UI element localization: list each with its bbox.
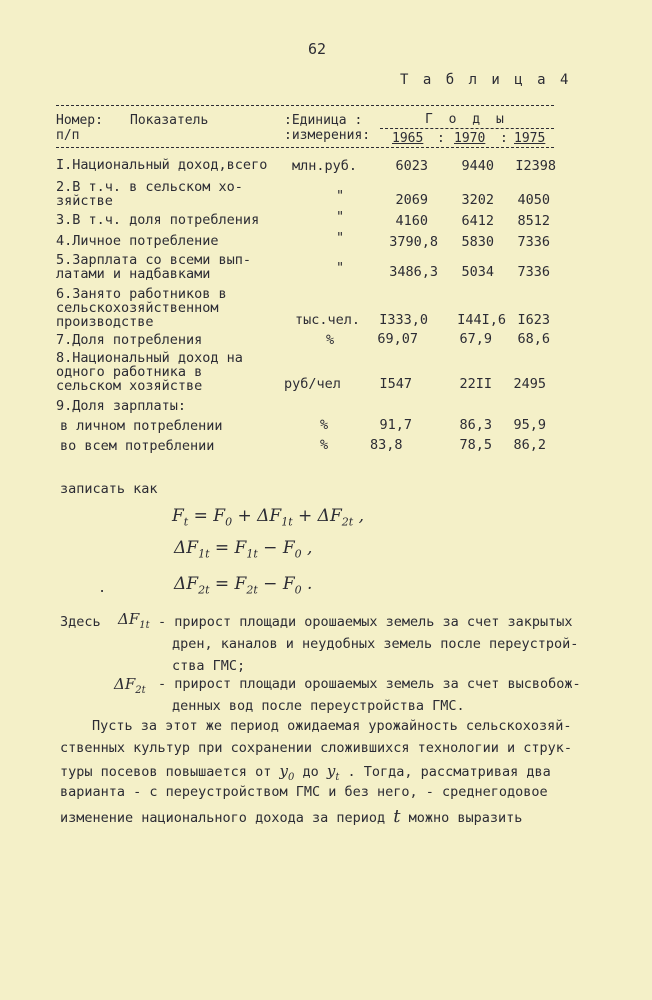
table-title: Т а б л и ц а 4 bbox=[400, 72, 572, 88]
header-years-rule bbox=[380, 128, 554, 129]
paragraph-line-5-a: изменение национального дохода за период bbox=[60, 810, 386, 826]
row-value-1965: 6023 bbox=[395, 158, 428, 174]
row-value-1975: 8512 bbox=[517, 213, 550, 229]
row-value-1965: 83,8 bbox=[370, 437, 403, 453]
paragraph-line-1: Пусть за этот же период ожидаемая урожайность сельскохозяй- bbox=[92, 718, 572, 734]
header-top-rule bbox=[56, 105, 554, 106]
header-sep-1: : bbox=[437, 131, 445, 146]
row-label: 7.Доля потребления bbox=[56, 332, 203, 348]
row-unit: " bbox=[336, 188, 345, 204]
row-label: 2.В т.ч. в сельском хо- bbox=[56, 179, 243, 195]
paragraph-line-3 bbox=[60, 762, 551, 783]
formula-dot: . bbox=[98, 580, 107, 596]
def-symbol-1-main: ΔF bbox=[118, 610, 140, 628]
def-2-line-2: денных вод после переустройства ГМС. bbox=[172, 698, 465, 714]
def-1-line-3: ства ГМС; bbox=[172, 658, 246, 674]
row-label: одного работника в bbox=[56, 364, 203, 380]
row-unit: " bbox=[336, 260, 345, 276]
row-label: в личном потреблении bbox=[60, 418, 223, 434]
paragraph-line-2: ственных культур при сохранении сложившихся технологии и струк- bbox=[60, 740, 573, 756]
symbol-yt-sub: t bbox=[335, 772, 340, 783]
row-unit: " bbox=[336, 209, 345, 225]
row-label: 8.Национальный доход на bbox=[56, 350, 243, 366]
row-label: 5.Зарплата со всеми вып- bbox=[56, 252, 252, 268]
row-value-1965: 3486,3 bbox=[389, 264, 438, 280]
row-value-1970: I44I,6 bbox=[457, 312, 506, 328]
row-value-1965: I547 bbox=[379, 376, 412, 392]
paragraph-line-5 bbox=[60, 806, 522, 827]
row-value-1965: 2069 bbox=[395, 192, 428, 208]
row-unit: тыс.чел. bbox=[295, 312, 361, 328]
defs-here: Здесь bbox=[60, 614, 101, 630]
header-col-number-sub: п/п bbox=[56, 128, 80, 143]
header-sep-2: : bbox=[500, 131, 508, 146]
symbol-y0-sub: 0 bbox=[287, 772, 295, 783]
paragraph-line-4: варианта - с переустройством ГМС и без него, - среднегодовое bbox=[60, 784, 548, 800]
row-value-1965: I333,0 bbox=[379, 312, 428, 328]
row-label: I.Национальный доход,всего bbox=[56, 157, 268, 173]
header-col-unit-1: :Единица : bbox=[284, 113, 363, 128]
symbol-y0 bbox=[279, 762, 295, 783]
row-label: производстве bbox=[56, 314, 154, 330]
row-label: 4.Личное потребление bbox=[56, 233, 219, 249]
header-col-number: Номер: bbox=[56, 113, 103, 128]
symbol-y0-main: y bbox=[279, 762, 288, 780]
def-symbol-1-sub: 1t bbox=[139, 620, 150, 631]
row-value-1970: 67,9 bbox=[459, 331, 492, 347]
header-col-unit-2: :измерения: bbox=[284, 128, 371, 143]
row-label: латами и надбавками bbox=[56, 266, 211, 282]
symbol-t: t bbox=[393, 806, 401, 827]
row-value-1970: 86,3 bbox=[459, 417, 492, 433]
row-value-1970: 5034 bbox=[461, 264, 494, 280]
row-value-1975: 95,9 bbox=[513, 417, 546, 433]
row-unit: руб/чел bbox=[284, 376, 341, 392]
row-value-1970: 3202 bbox=[461, 192, 494, 208]
def-1-line-2: дрен, каналов и неудобных земель после переустрой- bbox=[172, 636, 579, 652]
row-value-1975: 7336 bbox=[517, 234, 550, 250]
row-value-1975: I2398 bbox=[515, 158, 556, 174]
row-value-1965: 4160 bbox=[395, 213, 428, 229]
def-2-line-1: - прирост площади орошаемых земель за счет высвобож- bbox=[158, 676, 581, 692]
header-year-1965: 1965 bbox=[392, 131, 424, 146]
row-label: 6.Занято работников в bbox=[56, 286, 227, 302]
row-value-1970: 22II bbox=[459, 376, 492, 392]
formula-1: $F_t = F_0 + \Delta F_{1t} + \Delta F_{2t}$ , bbox=[172, 506, 364, 529]
row-value-1970: 9440 bbox=[461, 158, 494, 174]
row-value-1975: 2495 bbox=[513, 376, 546, 392]
row-value-1975: I623 bbox=[517, 312, 550, 328]
row-value-1975: 4050 bbox=[517, 192, 550, 208]
page-number: 62 bbox=[308, 40, 327, 58]
header-bottom-rule bbox=[56, 147, 554, 148]
header-years-title: Г о д ы bbox=[425, 112, 508, 127]
row-value-1975: 7336 bbox=[517, 264, 550, 280]
symbol-yt bbox=[326, 762, 340, 783]
def-1-line-1: - прирост площади орошаемых земель за счет закрытых bbox=[158, 614, 573, 630]
row-label: сельскохозяйственном bbox=[56, 300, 219, 316]
row-unit: % bbox=[320, 417, 329, 433]
paragraph-line-3-a: туры посевов повышается от bbox=[60, 764, 272, 780]
row-value-1970: 5830 bbox=[461, 234, 494, 250]
intro-text: записать как bbox=[60, 481, 158, 497]
row-value-1975: 86,2 bbox=[513, 437, 546, 453]
row-unit: % bbox=[320, 437, 329, 453]
symbol-yt-main: y bbox=[326, 762, 336, 780]
row-value-1965: 69,07 bbox=[377, 331, 418, 347]
header-year-1970: 1970 bbox=[454, 131, 486, 146]
row-label: 3.В т.ч. доля потребления bbox=[56, 212, 260, 228]
row-unit: % bbox=[326, 332, 335, 348]
def-symbol-2 bbox=[114, 675, 146, 696]
paragraph-line-5-b: можно выразить bbox=[408, 810, 523, 826]
row-value-1970: 6412 bbox=[461, 213, 494, 229]
row-value-1975: 68,6 bbox=[517, 331, 550, 347]
row-label: 9.Доля зарплаты: bbox=[56, 398, 187, 414]
formula-2: $\Delta F_{1t} = F_{1t} - F_0$ , bbox=[174, 538, 313, 561]
row-unit: млн.руб. bbox=[292, 158, 358, 174]
row-label: зяйстве bbox=[56, 193, 113, 209]
formula-3: $\Delta F_{2t} = F_{2t} - F_0$ . bbox=[174, 574, 313, 597]
row-label: во всем потреблении bbox=[60, 438, 215, 454]
row-unit: " bbox=[336, 230, 345, 246]
def-symbol-2-main: ΔF bbox=[114, 675, 136, 693]
header-col-indicator: Показатель bbox=[130, 113, 209, 128]
header-year-1975: 1975 bbox=[514, 131, 546, 146]
paragraph-line-3-b: до bbox=[302, 764, 319, 780]
row-label: сельском хозяйстве bbox=[56, 378, 203, 394]
paragraph-line-3-c: . Тогда, рассматривая два bbox=[347, 764, 551, 780]
def-symbol-1 bbox=[118, 610, 150, 631]
row-value-1965: 91,7 bbox=[379, 417, 412, 433]
row-value-1970: 78,5 bbox=[459, 437, 492, 453]
def-symbol-2-sub: 2t bbox=[135, 685, 146, 696]
row-value-1965: 3790,8 bbox=[389, 234, 438, 250]
